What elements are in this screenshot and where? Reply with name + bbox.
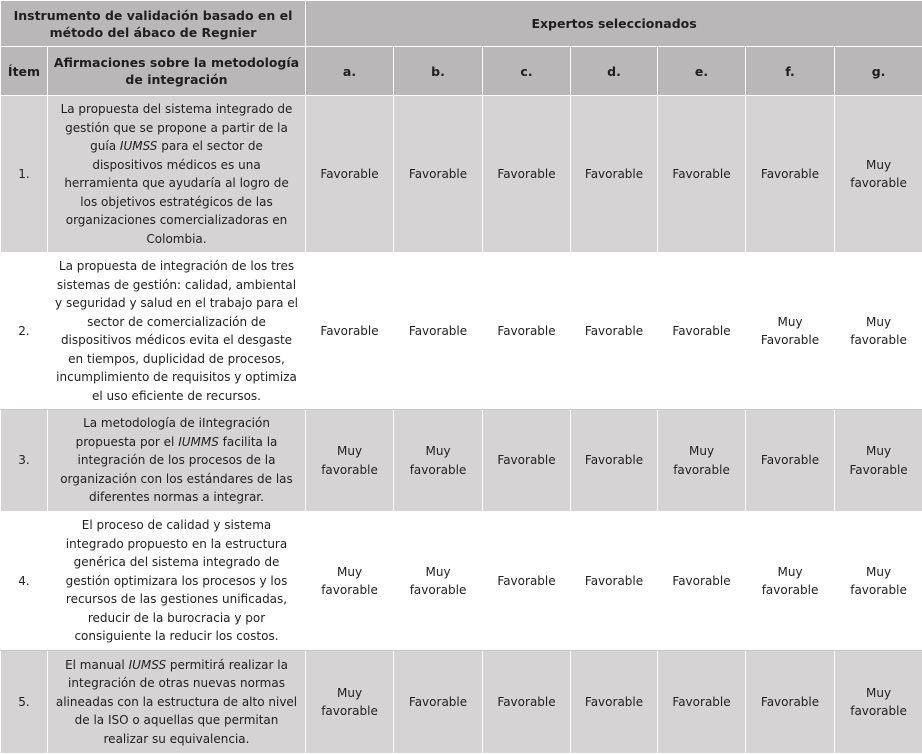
item-number: 1. [1,96,48,253]
rating-cell-c: Favorable [483,410,571,512]
rating-cell-b: Favorable [394,651,483,754]
statement-text: El proceso de calidad y sistema integrado propuesto en la estructura genérica del sistema integrado de gestión optimizara los procesos y los recursos de las gestiones unificadas, reducir de la burocracia y por consiguiente la reducir los costos. [66,518,288,643]
expert-header-g: g. [835,47,922,96]
statement-text: facilita la integración de los procesos de la organización con los estándares de las diferentes normas a integrar. [60,435,293,505]
rating-cell-e: Favorable [658,651,746,754]
expert-header-a: a. [306,47,394,96]
rating-cell-b: Favorable [394,253,483,410]
statement-text: La propuesta de integración de los tres sistemas de gestión: calidad, ambiental y seguridad y salud en el trabajo para el sector de comercialización de dispositivos médicos evita el desgaste en tiempos, duplicidad de procesos, incumplimiento de requisitos y optimiza el uso eficiente de recursos. [55,259,298,403]
statement-text: permitirá realizar la integración de otras nuevas normas alineadas con la estructura de alto nivel de la ISO o aquellas que permitan realizar su equivalencia. [56,658,297,746]
statement-cell [48,96,306,253]
rating-cell-e: Muy favorable [658,410,746,512]
rating-cell-e: Favorable [658,512,746,651]
table-row [1,253,922,410]
rating-cell-b: Muy favorable [394,410,483,512]
rating-cell-e: Favorable [658,96,746,253]
statement-emphasis: IUMMS [178,435,219,449]
rating-cell-g: Muy favorable [835,253,922,410]
rating-cell-c: Favorable [483,512,571,651]
expert-header-b: b. [394,47,483,96]
table-row [1,651,922,754]
table-row [1,96,922,253]
rating-cell-e: Favorable [658,253,746,410]
rating-cell-g: Muy Favorable [835,410,922,512]
rating-cell-a: Muy favorable [306,410,394,512]
rating-cell-a: Favorable [306,253,394,410]
rating-cell-a: Muy favorable [306,512,394,651]
item-number: 2. [1,253,48,410]
statement-text: para el sector de dispositivos médicos es una herramienta que ayudaría al logro de los objetivos estratégicos de las organizaciones comercializadoras en Colombia. [64,139,288,246]
table-row [1,410,922,512]
rating-cell-b: Favorable [394,96,483,253]
experts-title-header: Expertos seleccionados [306,1,922,47]
rating-cell-c: Favorable [483,253,571,410]
expert-header-f: f. [746,47,835,96]
rating-cell-b: Muy favorable [394,512,483,651]
rating-cell-c: Favorable [483,96,571,253]
expert-header-e: e. [658,47,746,96]
table-row [1,512,922,651]
rating-cell-a: Muy favorable [306,651,394,754]
expert-header-c: c. [483,47,571,96]
rating-cell-g: Muy favorable [835,512,922,651]
rating-cell-f: Favorable [746,410,835,512]
rating-cell-f: Favorable [746,651,835,754]
rating-cell-g: Muy favorable [835,651,922,754]
statement-text: El manual [65,658,129,672]
rating-cell-d: Favorable [571,410,658,512]
statement-cell [48,410,306,512]
rating-cell-c: Favorable [483,651,571,754]
statement-text: La metodología de iIntegración propuesta por el [76,416,270,449]
expert-header-d: d. [571,47,658,96]
statement-column-header: Afirmaciones sobre la metodología de integración [48,47,306,96]
rating-cell-d: Favorable [571,253,658,410]
instrument-title-header: Instrumento de validación basado en el método del ábaco de Regnier [1,1,306,47]
item-column-header: Ítem [1,47,48,96]
rating-cell-d: Favorable [571,512,658,651]
item-number: 5. [1,651,48,754]
item-number: 3. [1,410,48,512]
rating-cell-a: Favorable [306,96,394,253]
statement-emphasis: IUMSS [129,658,166,672]
statement-emphasis: IUMSS [120,139,157,153]
rating-cell-f: Favorable [746,96,835,253]
rating-cell-g: Muy favorable [835,96,922,253]
rating-cell-d: Favorable [571,96,658,253]
rating-cell-d: Favorable [571,651,658,754]
item-number: 4. [1,512,48,651]
rating-cell-f: Muy Favorable [746,253,835,410]
statement-text: La propuesta del sistema integrado de gestión que se propone a partir de la guía [61,102,293,153]
statement-cell [48,512,306,651]
statement-cell [48,651,306,754]
rating-cell-f: Muy favorable [746,512,835,651]
statement-cell [48,253,306,410]
